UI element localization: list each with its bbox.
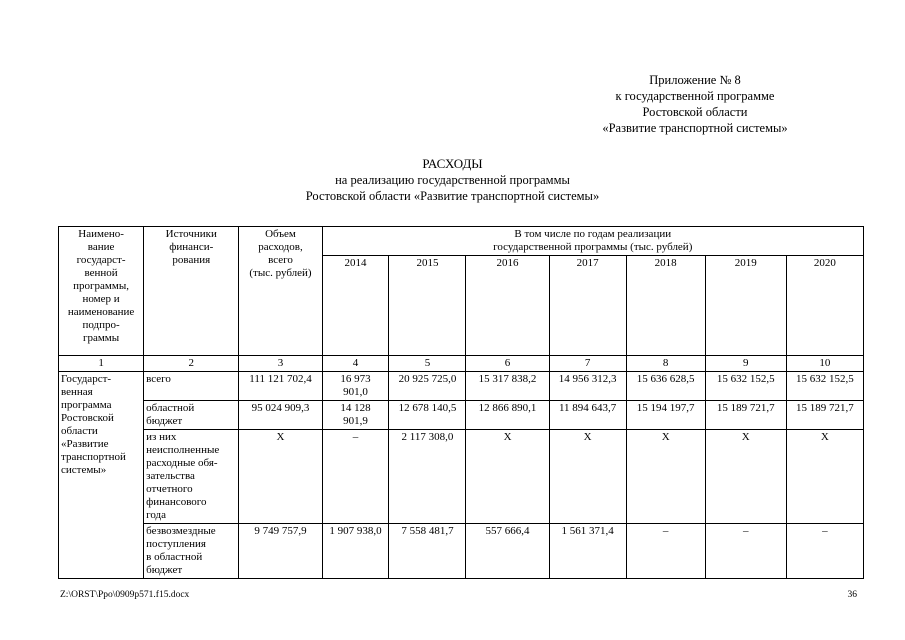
year-2017-cell: 14 956 312,3 — [549, 372, 626, 401]
year-2017-cell: Х — [549, 430, 626, 524]
year-2020-cell: 15 189 721,7 — [786, 401, 863, 430]
table-row — [59, 372, 864, 401]
header-funding-sources: Источники финанси- рования — [144, 227, 239, 356]
year-2015-cell: 7 558 481,7 — [389, 524, 466, 579]
appendix-block — [545, 72, 845, 136]
document-title — [0, 156, 905, 204]
header-total-expenses: Объем расходов, всего (тыс. рублей) — [239, 227, 322, 356]
table-row — [59, 524, 864, 579]
source-cell: из них неисполненные расходные обя- зательства отчетного финансового года — [144, 430, 239, 524]
year-2018-cell: Х — [626, 430, 705, 524]
year-2019-cell: 15 632 152,5 — [705, 372, 786, 401]
expenses-table — [58, 226, 864, 579]
year-2015-cell: 20 925 725,0 — [389, 372, 466, 401]
column-number: 5 — [389, 356, 466, 372]
appendix-line-1: Приложение № 8 — [649, 73, 741, 87]
column-number: 2 — [144, 356, 239, 372]
column-number: 1 — [59, 356, 144, 372]
year-2014-cell: 1 907 938,0 — [322, 524, 389, 579]
appendix-line-3: Ростовской области — [642, 105, 748, 119]
column-number: 6 — [466, 356, 549, 372]
title-sub-2: Ростовской области «Развитие транспортной системы» — [305, 189, 600, 203]
year-2018-cell: – — [626, 524, 705, 579]
year-2016-cell: 557 666,4 — [466, 524, 549, 579]
column-number: 4 — [322, 356, 389, 372]
header-year-2020: 2020 — [786, 256, 863, 356]
header-year-2016: 2016 — [466, 256, 549, 356]
column-number: 8 — [626, 356, 705, 372]
header-year-2014: 2014 — [322, 256, 389, 356]
footer-page-number: 36 — [847, 590, 857, 600]
column-number: 10 — [786, 356, 863, 372]
header-program-name: Наимено- вание государст- венной программы, номер и наименование подпро- граммы — [59, 227, 144, 356]
year-2014-cell: 14 128 901,9 — [322, 401, 389, 430]
year-2016-cell: 12 866 890,1 — [466, 401, 549, 430]
year-2018-cell: 15 194 197,7 — [626, 401, 705, 430]
year-2016-cell: 15 317 838,2 — [466, 372, 549, 401]
total-cell: 95 024 909,3 — [239, 401, 322, 430]
column-number: 9 — [705, 356, 786, 372]
header-year-2017: 2017 — [549, 256, 626, 356]
header-year-2019: 2019 — [705, 256, 786, 356]
total-cell: 111 121 702,4 — [239, 372, 322, 401]
year-2015-cell: 12 678 140,5 — [389, 401, 466, 430]
year-2016-cell: Х — [466, 430, 549, 524]
program-name-cell: Государст- венная программа Ростовской области «Развитие транспортной системы» — [59, 372, 144, 579]
title-main: РАСХОДЫ — [422, 156, 483, 171]
table-row — [59, 430, 864, 524]
total-cell: 9 749 757,9 — [239, 524, 322, 579]
year-2017-cell: 1 561 371,4 — [549, 524, 626, 579]
year-2014-cell: – — [322, 430, 389, 524]
year-2018-cell: 15 636 628,5 — [626, 372, 705, 401]
source-cell: областной бюджет — [144, 401, 239, 430]
column-number: 7 — [549, 356, 626, 372]
title-sub-1: на реализацию государственной программы — [335, 173, 570, 187]
year-2017-cell: 11 894 643,7 — [549, 401, 626, 430]
year-2019-cell: Х — [705, 430, 786, 524]
year-2019-cell: 15 189 721,7 — [705, 401, 786, 430]
source-cell: безвозмездные поступления в областной бюджет — [144, 524, 239, 579]
year-2014-cell: 16 973 901,0 — [322, 372, 389, 401]
total-cell: Х — [239, 430, 322, 524]
appendix-line-2: к государственной программе — [615, 89, 775, 103]
year-2020-cell: Х — [786, 430, 863, 524]
year-2020-cell: 15 632 152,5 — [786, 372, 863, 401]
year-2020-cell: – — [786, 524, 863, 579]
column-number-row — [59, 356, 864, 372]
year-2019-cell: – — [705, 524, 786, 579]
column-number: 3 — [239, 356, 322, 372]
table-row — [59, 401, 864, 430]
appendix-line-4: «Развитие транспортной системы» — [602, 121, 788, 135]
header-year-2018: 2018 — [626, 256, 705, 356]
source-cell: всего — [144, 372, 239, 401]
header-year-2015: 2015 — [389, 256, 466, 356]
header-years-group: В том числе по годам реализации государственной программы (тыс. рублей) — [322, 227, 863, 256]
footer-file-path: Z:\ORST\Ppo\0909p571.f15.docx — [60, 590, 190, 600]
year-2015-cell: 2 117 308,0 — [389, 430, 466, 524]
